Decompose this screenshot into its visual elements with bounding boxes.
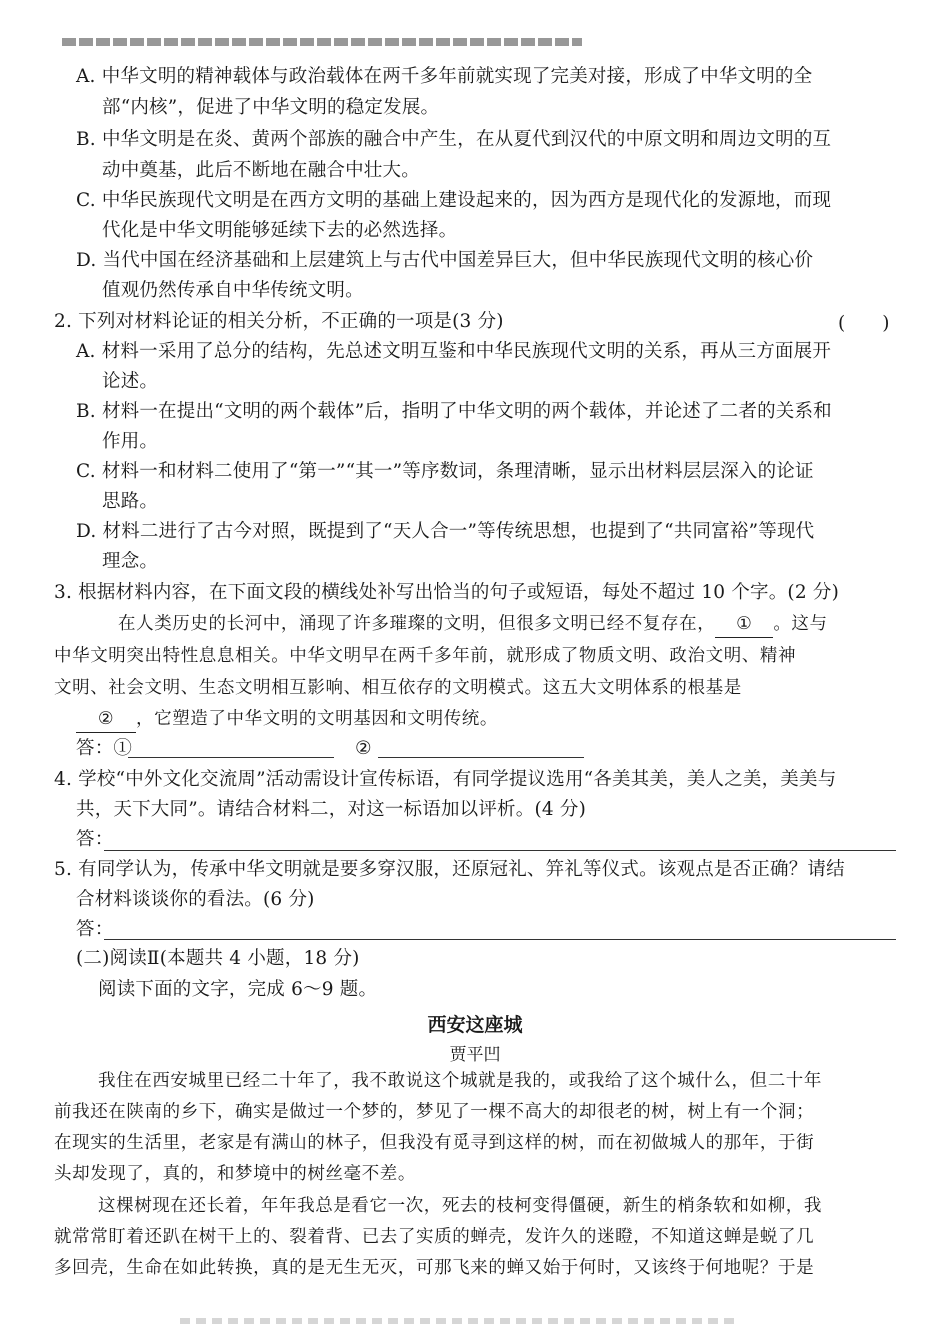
essay-line: 我住在西安城里已经二十年了，我不敢说这个城就是我的，或我给了这个城什么，但二十年 <box>98 1071 822 1091</box>
q3-answer-line-1[interactable] <box>128 757 334 758</box>
q2-option-c: C. 材料一和材料二使用了“第一”“其一”等序数词，条理清晰，显示出材料层层深入的论证 <box>76 461 814 482</box>
q3-blank-2[interactable]: ② <box>76 706 136 733</box>
cropped-bottom-line <box>180 1318 740 1324</box>
cropped-top-line <box>62 38 582 46</box>
q2-answer-paren[interactable]: ( ) <box>838 313 890 334</box>
q5-answer-label: 答： <box>76 919 114 940</box>
q2-option-b-cont: 作用。 <box>102 431 159 452</box>
q4-stem: 4. 学校“中外文化交流周”活动需设计宣传标语，有同学提议选用“各美其美，美人之美，美美与 <box>54 769 837 790</box>
section-header: (二)阅读Ⅱ(本题共 4 小题，18 分) <box>76 948 360 969</box>
essay-line: 就常常盯着还趴在树干上的、裂着背、已去了实质的蝉壳，发许久的迷瞪，不知道这蝉是蜕了几 <box>54 1227 815 1247</box>
section-instruction: 阅读下面的文字，完成 6～9 题。 <box>98 979 378 1000</box>
q1-option-a: A. 中华文明的精神载体与政治载体在两千多年前就实现了完美对接，形成了中华文明的全 <box>76 66 813 87</box>
essay-line: 头却发现了，真的，和梦境中的树丝毫不差。 <box>54 1164 416 1184</box>
q3-passage-text: 。这与 <box>773 614 828 634</box>
q5-answer-line[interactable] <box>104 939 896 940</box>
q2-option-a-cont: 论述。 <box>102 371 159 392</box>
essay-line: 这棵树现在还长着，年年我总是看它一次，死去的枝柯变得僵硬，新生的梢条软和如柳，我 <box>98 1196 822 1216</box>
q2-option-b: B. 材料一在提出“文明的两个载体”后，指明了中华文明的两个载体，并论述了二者的关系和 <box>76 401 832 422</box>
q3-answer-label: 答：① <box>76 738 133 759</box>
q3-passage-line <box>118 611 828 638</box>
q3-passage-line: 文明、社会文明、生态文明相互影响、相互依存的文明模式。这五大文明体系的根基是 <box>54 678 742 698</box>
q1-option-a-cont: 部“内核”，促进了中华文明的稳定发展。 <box>102 97 440 118</box>
q3-passage-text: 在人类历史的长河中，涌现了许多璀璨的文明，但很多文明已经不复存在， <box>118 614 716 634</box>
q3-passage-line <box>54 706 498 733</box>
q2-option-d: D. 材料二进行了古今对照，既提到了“天人合一”等传统思想，也提到了“共同富裕”等现代 <box>76 521 815 542</box>
q3-passage-text: ，它塑造了中华文明的文明基因和文明传统。 <box>136 709 498 729</box>
essay-title: 西安这座城 <box>427 1014 523 1036</box>
q3-answer-line-2[interactable] <box>378 757 584 758</box>
q3-stem: 3. 根据材料内容，在下面文段的横线处补写出恰当的句子或短语，每处不超过 10 个字。(2 分) <box>54 582 840 603</box>
essay-line: 在现实的生活里，老家是有满山的林子，但我没有觅寻到这样的树，而在初做城人的那年，于街 <box>54 1133 815 1153</box>
essay-line: 多回壳，生命在如此转换，真的是无生无灭，可那飞来的蝉又始于何时，又该终于何地呢？于是 <box>54 1258 815 1278</box>
q4-answer-label: 答： <box>76 829 114 850</box>
q2-option-a: A. 材料一采用了总分的结构，先总述文明互鉴和中华民族现代文明的关系，再从三方面展开 <box>76 341 832 362</box>
q1-option-b-cont: 动中奠基，此后不断地在融合中壮大。 <box>102 160 420 181</box>
q1-option-d: D. 当代中国在经济基础和上层建筑上与古代中国差异巨大，但中华民族现代文明的核心价 <box>76 250 814 271</box>
q1-option-b: B. 中华文明是在炎、黄两个部族的融合中产生，在从夏代到汉代的中原文明和周边文明的互 <box>76 129 832 150</box>
q3-answer-label-2: ② <box>355 738 372 759</box>
q4-answer-line[interactable] <box>104 850 896 851</box>
q2-option-c-cont: 思路。 <box>102 491 159 512</box>
q3-passage-line: 中华文明突出特性息息相关。中华文明早在两千多年前，就形成了物质文明、政治文明、精神 <box>54 646 797 666</box>
q2-option-d-cont: 理念。 <box>102 551 159 572</box>
q5-stem-cont: 合材料谈谈你的看法。(6 分) <box>76 889 315 910</box>
essay-author: 贾平凹 <box>449 1045 501 1065</box>
q1-option-c-cont: 代化是中华文明能够延续下去的必然选择。 <box>102 220 458 241</box>
q1-option-c: C. 中华民族现代文明是在西方文明的基础上建设起来的，因为西方是现代化的发源地，而现 <box>76 190 832 211</box>
q1-option-d-cont: 值观仍然传承自中华传统文明。 <box>102 280 364 301</box>
q3-blank-1[interactable]: ① <box>715 611 773 638</box>
q4-stem-cont: 共，天下大同”。请结合材料二，对这一标语加以评析。(4 分) <box>76 799 587 820</box>
q5-stem: 5. 有同学认为，传承中华文明就是要多穿汉服，还原冠礼、笄礼等仪式。该观点是否正确？请结 <box>54 859 845 880</box>
q2-stem: 2. 下列对材料论证的相关分析，不正确的一项是(3 分) <box>54 311 504 332</box>
essay-line: 前我还在陕南的乡下，确实是做过一个梦的，梦见了一棵不高大的却很老的树，树上有一个洞； <box>54 1102 815 1122</box>
